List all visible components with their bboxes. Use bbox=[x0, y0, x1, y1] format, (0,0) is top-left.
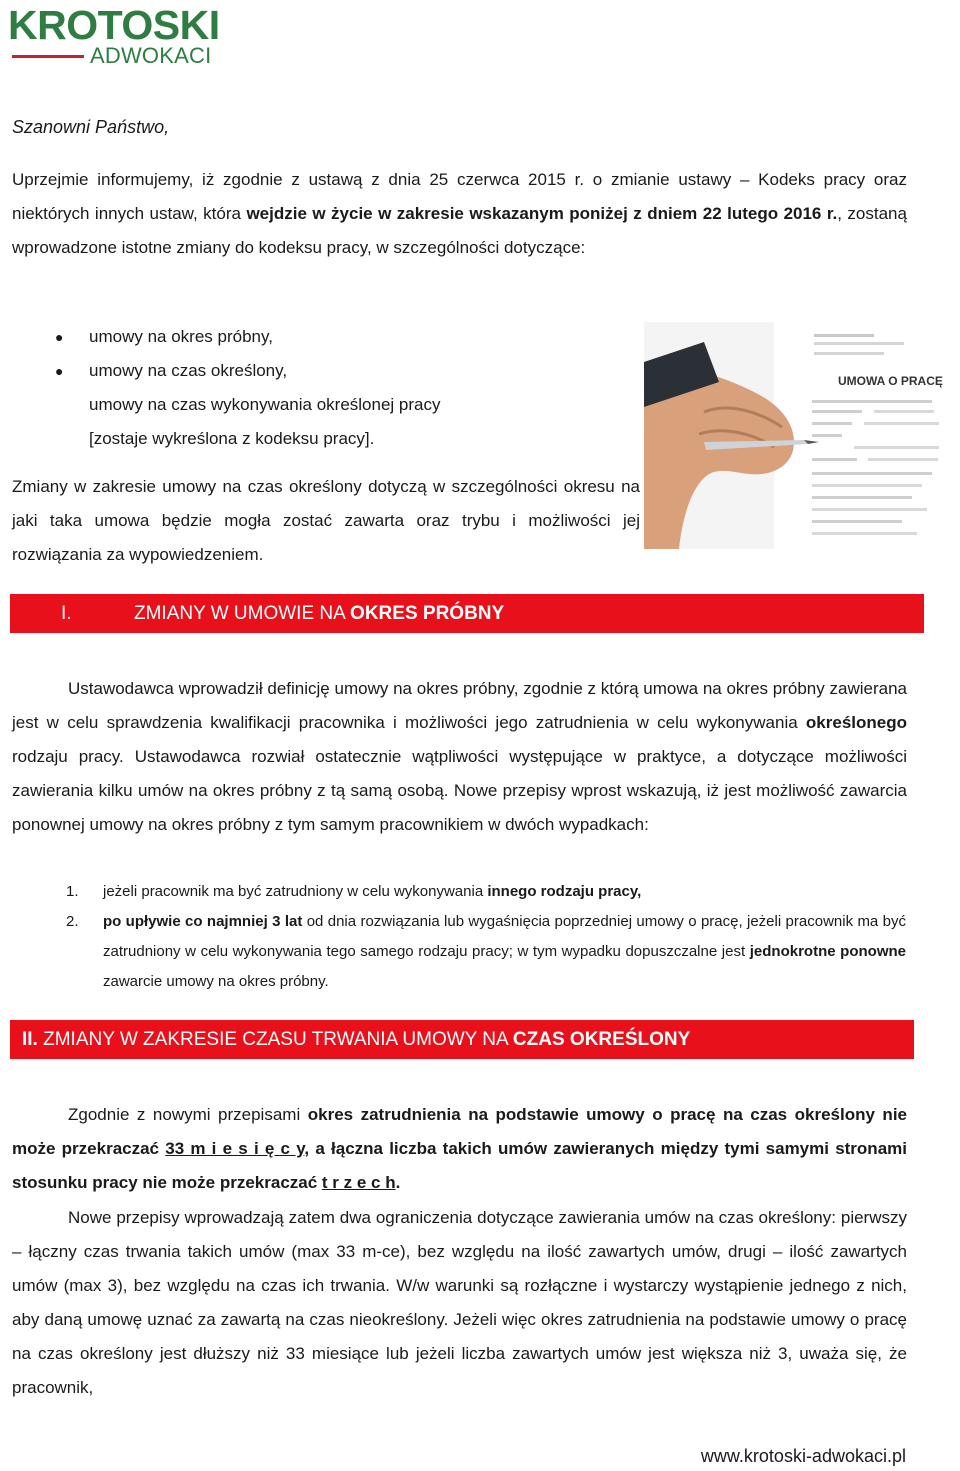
list-item-number: 1. bbox=[66, 883, 79, 900]
bullet-icon: ● bbox=[55, 329, 64, 345]
list-item bbox=[55, 354, 575, 388]
section-2-limit-months: 33 m i e s i ę c y bbox=[165, 1139, 305, 1158]
section-1-text-2: rodzaju pracy. Ustawodawca rozwiał ostatecznie wątpliwości występujące w praktyce, a dotyczące możliwości zawierania kilku umów na okres próbny z tą samą osobą. Nowe przepisy wprost wskazują, iż jest możliwość zawarcia ponownej umowy na okres próbny z tym samym pracownikiem w dwóch wypadkach: bbox=[12, 747, 907, 834]
section-1-number: I. bbox=[61, 603, 72, 624]
company-logo bbox=[8, 4, 223, 68]
list-item-text-part: zawarcie umowy na okres próbny. bbox=[103, 973, 329, 990]
list-item-number: 2. bbox=[66, 913, 79, 930]
list-item bbox=[55, 422, 575, 456]
list-item-text: umowy na czas wykonywania określonej pracy bbox=[89, 395, 441, 414]
list-item-text: umowy na czas określony, bbox=[89, 361, 288, 380]
logo-sub-text: ADWOKACI bbox=[90, 43, 212, 68]
list-item-text: umowy na okres próbny, bbox=[89, 327, 273, 346]
list-item bbox=[55, 388, 575, 422]
section-1-title-text: ZMIANY W UMOWIE NA bbox=[134, 603, 351, 624]
logo-main-text: KROTOSKI bbox=[8, 2, 220, 48]
list-item-text-bold: po upływie co najmniej 3 lat bbox=[103, 913, 303, 930]
section-2-text-1: Zgodnie z nowymi przepisami bbox=[68, 1105, 308, 1124]
section-2-text-bold-2: , a łączna liczba takich umów zawieranych między tymi samymi stronami stosunku pracy nie może przekraczać bbox=[12, 1139, 907, 1192]
section-1-paragraph bbox=[12, 672, 907, 842]
list-item-text-bold: jednokrotne ponowne bbox=[749, 943, 906, 960]
section-1-header bbox=[10, 594, 924, 633]
section-2-title bbox=[22, 1020, 690, 1059]
section-2-title-bold: CZAS OKREŚLONY bbox=[512, 1029, 691, 1050]
greeting: Szanowni Państwo, bbox=[12, 117, 170, 137]
section-2-paragraph bbox=[12, 1098, 907, 1200]
section-2-header bbox=[10, 1020, 914, 1059]
footer-website-url: www.krotoski-adwokaci.pl bbox=[700, 1446, 906, 1466]
list-item-text-part: jeżeli pracownik ma być zatrudniony w celu wykonywania bbox=[103, 883, 488, 900]
section-2-title-text: ZMIANY W ZAKRESIE CZASU TRWANIA UMOWY NA bbox=[37, 1029, 513, 1050]
section-1-text-bold: określonego bbox=[805, 713, 907, 732]
logo-divider bbox=[12, 55, 84, 58]
section-2-text-bold-3: . bbox=[395, 1173, 401, 1192]
contract-illustration bbox=[644, 322, 957, 549]
contract-types-list bbox=[55, 320, 575, 456]
section-2-limit-count: t r z e c h bbox=[321, 1173, 396, 1192]
list-item-text bbox=[103, 877, 906, 907]
section-2-text-bold-1: okres zatrudnienia na podstawie umowy o pracę na czas określony nie może przekraczać bbox=[12, 1105, 907, 1158]
section-2-paragraph-2: Nowe przepisy wprowadzają zatem dwa ograniczenia dotyczące zawierania umów na czas określony: pierwszy – łączny czas trwania takich umów (max 33 m-ce), bez względu na ilość zawartych umów, drugi – ilość zawartych umów (max 3), bez względu na czas ich trwania. W/w warunki są rozłączne i wystarczy wystąpienie jednego z nich, aby daną umowę uznać za zawartą na czas nieokreślony. Jeżeli więc okres zatrudnienia na podstawie umowy o pracę na czas określony jest dłuższy niż 33 miesiące lub jeżeli liczba zawartych umów jest większa niż 3, uważa się, że pracownik, bbox=[12, 1208, 907, 1397]
section-1-title-bold: OKRES PRÓBNY bbox=[350, 603, 505, 624]
intro-text-bold: wejdzie w życie w zakresie wskazanym poniżej z dniem 22 lutego 2016 r. bbox=[246, 204, 838, 223]
bullet-icon: ● bbox=[55, 363, 64, 379]
section-1-text-1: Ustawodawca wprowadził definicję umowy na okres próbny, zgodnie z którą umowa na okres próbny zawierana jest w celu sprawdzenia kwalifikacji pracownika i możliwości jego zatrudnienia w celu wykonywania bbox=[12, 679, 907, 732]
list-item bbox=[55, 320, 575, 354]
intro-text-2: , zostaną wprowadzone istotne zmiany do kodeksu pracy, w szczególności dotyczące: bbox=[12, 204, 907, 257]
list-item-text-bold: innego rodzaju pracy, bbox=[487, 883, 642, 900]
intro-text-1: Uprzejmie informujemy, iż zgodnie z ustawą z dnia 25 czerwca 2015 r. o zmianie ustawy – Kodeks pracy oraz niektórych innych ustaw, która bbox=[12, 170, 907, 223]
section-1-title bbox=[134, 594, 504, 633]
intro-paragraph bbox=[12, 163, 907, 265]
list-item-text bbox=[103, 907, 906, 997]
list-item-text-part: od dnia rozwiązania lub wygaśnięcia poprzedniej umowy o pracę, jeżeli pracownik ma być zatrudniony w celu wykonywania tego samego rodzaju pracy; w tym wypadku dopuszczalne jest bbox=[103, 913, 906, 960]
contract-signing-image bbox=[644, 322, 957, 549]
list-item-text: [zostaje wykreślona z kodeksu pracy]. bbox=[89, 429, 375, 448]
image-title: UMOWA O PRACĘ bbox=[838, 374, 943, 388]
section-2-number: II. bbox=[22, 1029, 38, 1050]
changes-summary-paragraph: Zmiany w zakresie umowy na czas określony dotyczą w szczególności okresu na jaki taka umowa będzie mogła zostać zawarta oraz trybu i możliwości jej rozwiązania za wypowiedzeniem. bbox=[12, 477, 640, 564]
